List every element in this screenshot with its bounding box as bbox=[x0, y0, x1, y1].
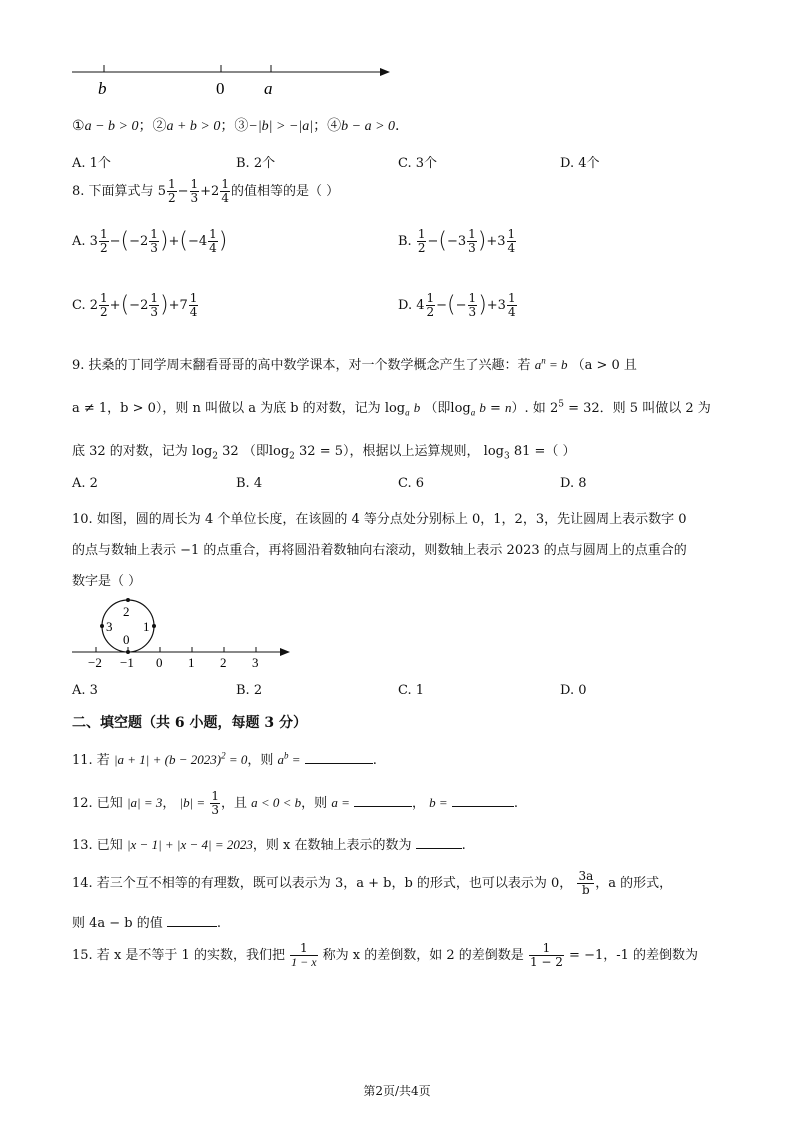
q10-line3: 数字是（ ） bbox=[72, 574, 142, 589]
axis-label-0: 0 bbox=[156, 655, 163, 670]
axis-label-neg1: −1 bbox=[120, 655, 134, 670]
q10-option-a[interactable]: A. 3 bbox=[72, 683, 98, 698]
circle-label-3: 3 bbox=[106, 619, 113, 634]
q12: 12. 已知 |a| = 3， |b| = $\frac{1}{3}$ ，且 a < 0 < b，则 a = ， b = . bbox=[72, 789, 518, 817]
q10-option-b[interactable]: B. 2 bbox=[236, 683, 263, 698]
q14-line2: 则 4a − b 的值 . bbox=[72, 916, 222, 931]
q8-stem: 8. 下面算式与 5 $\frac{1}{2}$ − $\frac{1}{3}$ +2 $\frac{1}{4}$ 的值相等的是（ ） bbox=[72, 177, 340, 205]
q14-answer-blank[interactable] bbox=[167, 914, 217, 927]
circle-label-1: 1 bbox=[143, 619, 150, 634]
q7-statements: ①a − b > 0；②a + b > 0；③−|b| > −|a|；④b − a > 0. bbox=[72, 118, 400, 134]
section-title-fill-in: 二、填空题（共 6 小题，每题 3 分） bbox=[72, 715, 307, 731]
axis-label-2: 2 bbox=[220, 655, 227, 670]
q8-option-c[interactable]: C. 2 $\frac{1}{2}$ +(−2 $\frac{1}{3}$ )+7 $\frac{1}{4}$ bbox=[72, 291, 198, 319]
number-line-ab bbox=[68, 60, 398, 100]
axis-label-neg2: −2 bbox=[88, 655, 102, 670]
q9-line1: 9. 扶桑的丁同学周末翻看哥哥的高中数学课本，对一个数学概念产生了兴趣：若 $a^n = b$ （a > 0 且 bbox=[72, 355, 637, 373]
axis-label-3: 3 bbox=[252, 655, 259, 670]
q9-option-b[interactable]: B. 4 bbox=[236, 476, 263, 491]
q10-line1: 10. 如图，圆的周长为 4 个单位长度，在该圆的 4 等分点处分别标上 0，1，2，3，先让圆周上表示数字 0 bbox=[72, 512, 687, 527]
q11-answer-blank[interactable] bbox=[305, 751, 373, 764]
q9-line2: a ≠ 1，b > 0），则 n 叫做以 a 为底 b 的对数，记为 $\log_a b$ （即$\log_a b = n$）. 如 $2^5 = 32$．则 5 叫做以 2 为 bbox=[72, 399, 711, 418]
q7-option-c[interactable]: C. 3个 bbox=[398, 156, 438, 171]
label-a: a bbox=[264, 79, 273, 98]
circle-label-0: 0 bbox=[123, 632, 130, 647]
q7-option-d[interactable]: D. 4个 bbox=[560, 156, 600, 171]
q12-b-blank[interactable] bbox=[452, 794, 514, 807]
q9-option-c[interactable]: C. 6 bbox=[398, 476, 425, 491]
q7-option-a[interactable]: A. 1个 bbox=[72, 156, 111, 171]
q9-option-d[interactable]: D. 8 bbox=[560, 476, 587, 491]
axis-arrow bbox=[280, 648, 290, 656]
q9-option-a[interactable]: A. 2 bbox=[72, 476, 98, 491]
q8-option-d[interactable]: D. 4 $\frac{1}{2}$ −(− $\frac{1}{3}$ )+3 $\frac{1}{4}$ bbox=[398, 291, 516, 319]
label-zero: 0 bbox=[216, 79, 225, 98]
q8-option-b[interactable]: B. $\frac{1}{2}$ −(−3 $\frac{1}{3}$ )+3 $\frac{1}{4}$ bbox=[398, 227, 516, 255]
axis-label-1: 1 bbox=[188, 655, 195, 670]
q9-line3: 底 32 的对数，记为 $\log_2 32$ （即$\log_2 32 = 5$），根据以上运算规则， $\log_3 81$ =（ ） bbox=[72, 444, 576, 462]
q11: 11. 若 $|a + 1| + (b - 2023)^2 = 0$，则 $a^b$ = . bbox=[72, 750, 377, 768]
q10-circle-numberline bbox=[68, 596, 298, 672]
q10-option-d[interactable]: D. 0 bbox=[560, 683, 587, 698]
label-b: b bbox=[98, 79, 107, 98]
circle-label-2: 2 bbox=[123, 604, 130, 619]
q12-a-blank[interactable] bbox=[354, 794, 412, 807]
axis-arrow bbox=[380, 68, 390, 76]
q8-expression: 5 $\frac{1}{2}$ − $\frac{1}{3}$ +2 $\frac{1}{4}$ bbox=[157, 177, 229, 205]
q13-answer-blank[interactable] bbox=[416, 836, 462, 849]
q10-line2: 的点与数轴上表示 −1 的点重合，再将圆沿着数轴向右滚动，则数轴上表示 2023 的点与圆周上的点重合的 bbox=[72, 543, 687, 558]
q10-option-c[interactable]: C. 1 bbox=[398, 683, 425, 698]
q14-line1: 14. 若三个互不相等的有理数，既可以表示为 3，a + b，b 的形式，也可以表示为 0， $\frac{3a}{b}$ ，a 的形式， bbox=[72, 869, 673, 897]
q13: 13. 已知 |x − 1| + |x − 4| = 2023，则 x 在数轴上表示的数为 . bbox=[72, 837, 466, 853]
q7-option-b[interactable]: B. 2个 bbox=[236, 156, 276, 171]
q8-option-a[interactable]: A. 3 $\frac{1}{2}$ −(−2 $\frac{1}{3}$ )+(−4 $\frac{1}{4}$ ) bbox=[72, 227, 228, 255]
q15: 15. 若 x 是不等于 1 的实数，我们把 $\frac{1}{1 - x}$ 称为 x 的差倒数，如 2 的差倒数是 $\frac{1}{1 - 2}$ = −1，-1 的差倒数为 bbox=[72, 941, 699, 969]
page-footer: 第2页/共4页 bbox=[363, 1084, 431, 1098]
